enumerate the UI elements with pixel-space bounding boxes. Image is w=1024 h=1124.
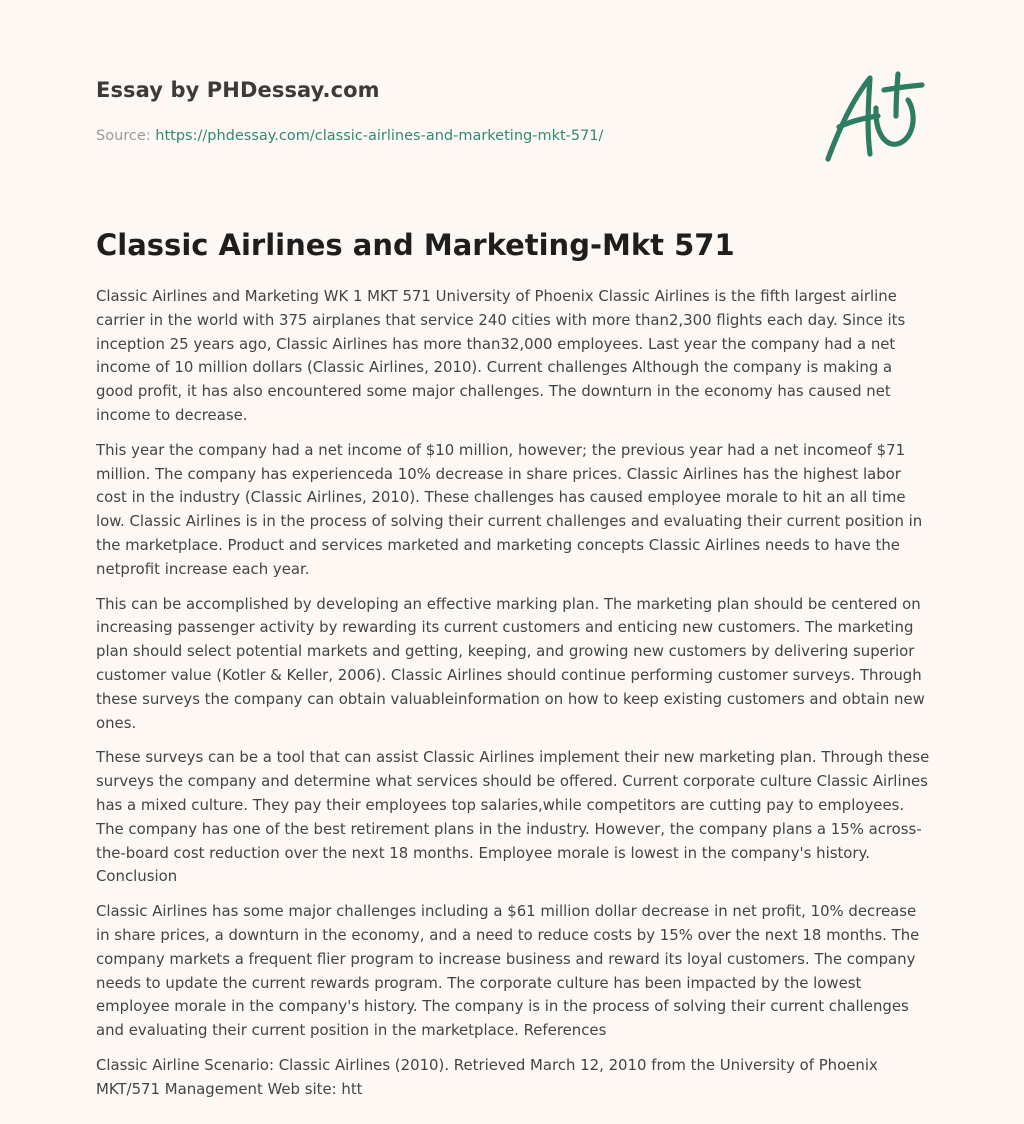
essay-paragraph: These surveys can be a tool that can assist Classic Airlines implement their new marketing plan. Through these surveys the company and determine what services should be offered. Current corporate culture Classic Airlines has a mixed culture. They pay their employees top salaries,while competitors are cutting pay to employees. The company has one of the best retirement plans in the industry. However, the company plans a 15% across-the-board cost reduction over the next 18 months. Employee morale is lowest in the company's history. Conclusion bbox=[96, 748, 930, 886]
site-brand: Essay by PHDessay.com bbox=[96, 78, 380, 102]
essay-body bbox=[96, 285, 932, 1113]
essay-paragraph: This can be accomplished by developing an effective marking plan. The marketing plan should be centered on increasing passenger activity by rewarding its current customers and enticing new customers. The marketing plan should select potential markets and getting, keeping, and growing new customers by delivering superior customer value (Kotler & Keller, 2006). Classic Airlines should continue performing customer surveys. Through these surveys the company can obtain valuableinformation on how to keep existing customers and obtain new ones. bbox=[96, 594, 925, 732]
source-label: Source: bbox=[96, 128, 151, 144]
page-header bbox=[96, 76, 796, 146]
source-link[interactable]: https://phdessay.com/classic-airlines-and-marketing-mkt-571/ bbox=[155, 128, 604, 144]
a-plus-logo-icon bbox=[818, 66, 930, 166]
essay-title: Classic Airlines and Marketing-Mkt 571 bbox=[96, 228, 735, 262]
essay-paragraph: Classic Airline Scenario: Classic Airlines (2010). Retrieved March 12, 2010 from the University of Phoenix MKT/571 Management Web site: htt bbox=[96, 1055, 878, 1098]
essay-paragraph: Classic Airlines has some major challenges including a $61 million dollar decrease in net profit, 10% decrease in share prices, a downturn in the economy, and a need to reduce costs by 15% over the next 18 months. The company markets a frequent flier program to increase business and reward its loyal customers. The company needs to update the current rewards program. The corporate culture has been impacted by the lowest employee morale in the company's history. The company is in the process of solving their current challenges and evaluating their current position in the marketplace. References bbox=[96, 902, 920, 1040]
essay-paragraph: This year the company had a net income of $10 million, however; the previous year had a net incomeof $71 million. The company has experienceda 10% decrease in share prices. Classic Airlines has the highest labor cost in the industry (Classic Airlines, 2010). These challenges has caused employee morale to hit an all time low. Classic Airlines is in the process of solving their current challenges and evaluating their current position in the marketplace. Product and services marketed and marketing concepts Classic Airlines needs to have the netprofit increase each year. bbox=[96, 440, 923, 578]
source-line bbox=[96, 126, 796, 146]
essay-paragraph: Classic Airlines and Marketing WK 1 MKT 571 University of Phoenix Classic Airlines is the fifth largest airline carrier in the world with 375 airplanes that service 240 cities with more than2,300 flights each day. Since its inception 25 years ago, Classic Airlines has more than32,000 employees. Last year the company had a net income of 10 million dollars (Classic Airlines, 2010). Current challenges Although the company is making a good profit, it has also encountered some major challenges. The downturn in the economy has caused net income to decrease. bbox=[96, 287, 906, 424]
